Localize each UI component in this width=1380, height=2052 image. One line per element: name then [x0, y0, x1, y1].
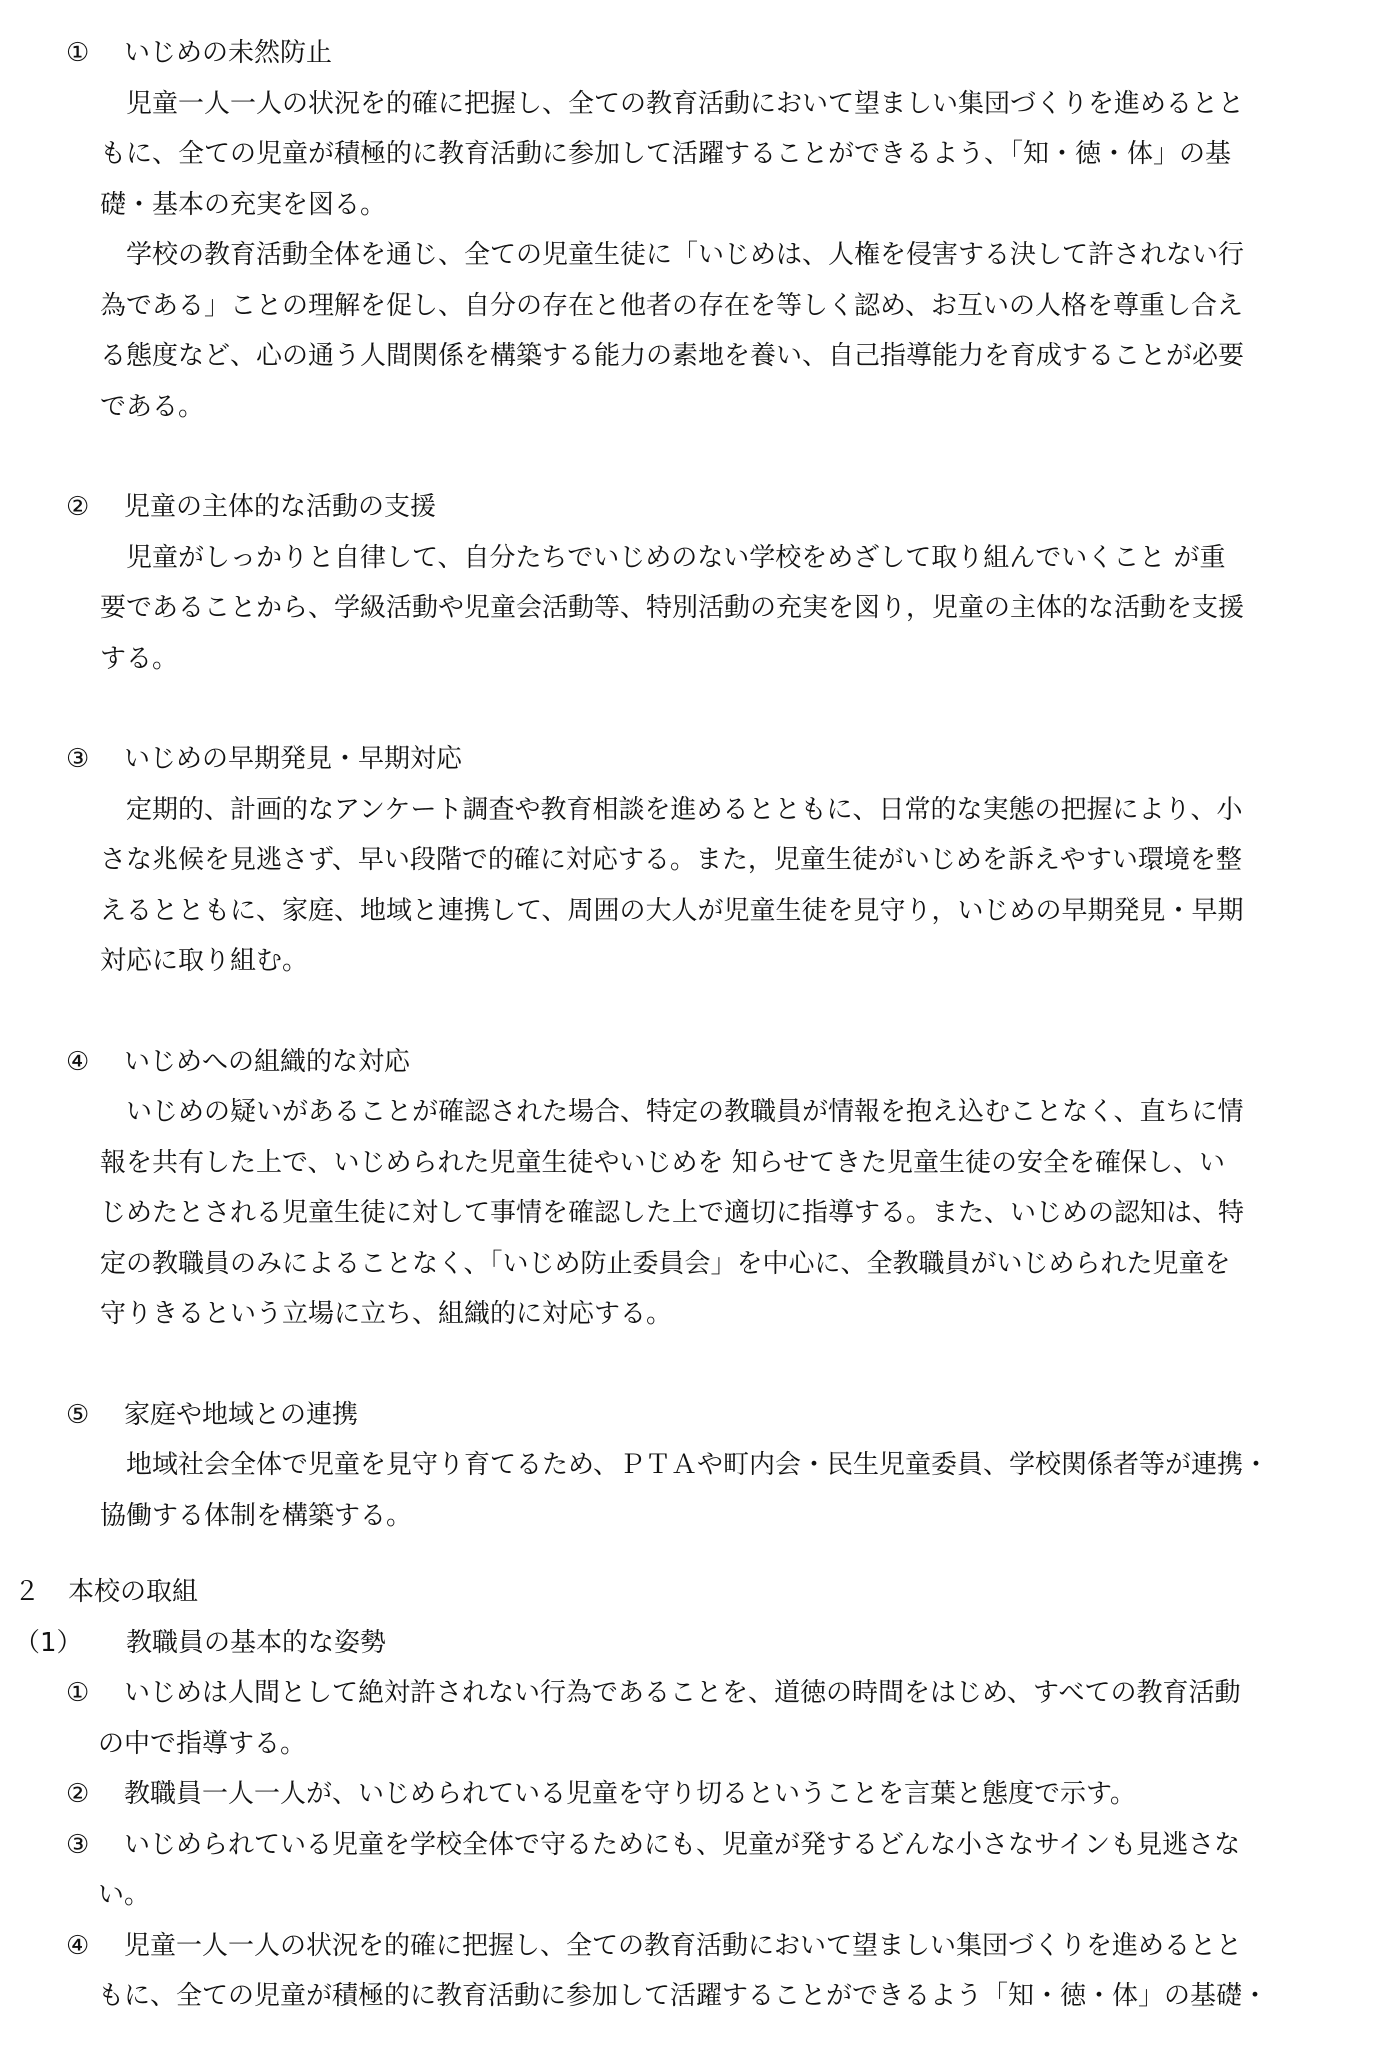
list-number: ③	[66, 1829, 90, 1860]
list-item-continuation: い。	[98, 1880, 151, 1910]
paragraph-line: 報を共有した上で、いじめられた児童生徒やいじめを 知らせてきた児童生徒の安全を確保し、い	[100, 1147, 1225, 1178]
spacer	[0, 684, 1380, 734]
document-page	[0, 28, 1380, 2022]
paragraph-line: 協働する体制を構築する。	[100, 1500, 413, 1531]
paragraph-line: 地域社会全体で児童を見守り育てるため、ＰＴＡや町内会・民生児童委員、学校関係者等が連携・	[126, 1450, 1269, 1480]
item-number: ①	[66, 38, 90, 68]
item-title: いじめへの組織的な対応	[124, 1046, 411, 1077]
list-item	[0, 1820, 1380, 1871]
list-number: ④	[66, 1930, 90, 1961]
paragraph-line: 守りきるという立場に立ち、組織的に対応する。	[100, 1299, 673, 1329]
paragraph-line: 定の教職員のみによることなく、「いじめ防止委員会」を中心に、全教職員がいじめられた児童を	[100, 1248, 1231, 1279]
list-number: ①	[66, 1678, 90, 1708]
item-heading-5	[0, 1390, 1380, 1441]
paragraph-line: えるとともに、家庭、地域と連携して、周囲の大人が児童生徒を見守り，いじめの早期発見・早期	[100, 895, 1244, 926]
item-heading-4	[0, 1037, 1380, 1088]
item-number: ④	[66, 1046, 90, 1077]
list-text: 児童一人一人の状況を的確に把握し、全ての教育活動において望ましい集団づくりを進めるとと	[124, 1930, 1243, 1961]
paragraph-line: 為である」ことの理解を促し、自分の存在と他者の存在を等しく認め、お互いの人格を尊重し合え	[100, 290, 1243, 321]
item-number: ③	[66, 744, 90, 774]
item-title: 家庭や地域との連携	[124, 1399, 359, 1430]
list-text: いじめは人間として絶対許されない行為であることを、道徳の時間をはじめ、すべての教育活動	[124, 1678, 1241, 1708]
subsection-number: （1）	[14, 1627, 83, 1658]
section-title: 本校の取組	[68, 1577, 199, 1607]
item-heading-2	[0, 482, 1380, 533]
item-number: ②	[66, 492, 90, 522]
spacer	[0, 1340, 1380, 1390]
paragraph-line: もに、全ての児童が積極的に教育活動に参加して活躍することができるよう、「知・徳・体」の基	[100, 139, 1232, 169]
list-item-continuation: もに、全ての児童が積極的に教育活動に参加して活躍することができるよう「知・徳・体」の基礎・	[98, 1981, 1269, 2011]
paragraph-line: 礎・基本の充実を図る。	[100, 189, 387, 220]
item-heading-1	[0, 28, 1380, 79]
paragraph-line: 定期的、計画的なアンケート調査や教育相談を進めるとともに、日常的な実態の把握により、小	[126, 794, 1243, 825]
item-title: 児童の主体的な活動の支援	[124, 492, 437, 522]
list-item-continuation: の中で指導する。	[98, 1728, 307, 1759]
spacer	[0, 1541, 1380, 1567]
list-item	[0, 1668, 1380, 1719]
paragraph-line: る態度など、心の通う人間関係を構築する能力の素地を養い、自己指導能力を育成することが必要	[100, 341, 1245, 371]
section-number: ２	[14, 1577, 41, 1607]
item-title: いじめの早期発見・早期対応	[124, 744, 463, 774]
list-text: 教職員一人一人が、いじめられている児童を守り切るということを言葉と態度で示す。	[124, 1779, 1136, 1809]
paragraph-line: する。	[100, 643, 179, 674]
subsection-heading	[0, 1618, 1380, 1669]
paragraph-line: 児童一人一人の状況を的確に把握し、全ての教育活動において望ましい集団づくりを進めるとと	[126, 88, 1245, 119]
list-text: いじめられている児童を学校全体で守るためにも、児童が発するどんな小さなサインも見逃さな	[124, 1829, 1241, 1860]
list-item	[0, 1769, 1380, 1820]
subsection-title: 教職員の基本的な姿勢	[126, 1627, 387, 1658]
paragraph-line: じめたとされる児童生徒に対して事情を確認した上で適切に指導する。また、いじめの認知は、特	[100, 1198, 1245, 1228]
item-heading-3	[0, 734, 1380, 785]
paragraph-line: 要であることから、学級活動や児童会活動等、特別活動の充実を図り，児童の主体的な活動を支援	[100, 593, 1245, 623]
item-number: ⑤	[66, 1399, 90, 1430]
paragraph-line: である。	[100, 391, 205, 422]
item-title: いじめの未然防止	[124, 38, 333, 68]
paragraph-line: 児童がしっかりと自律して、自分たちでいじめのない学校をめざして取り組んでいくこと が重	[126, 542, 1226, 573]
spacer	[0, 432, 1380, 482]
section-heading	[0, 1567, 1380, 1618]
paragraph-line: 学校の教育活動全体を通じ、全ての児童生徒に「いじめは、人権を侵害する決して許されない行	[126, 240, 1245, 270]
list-item	[0, 1921, 1380, 1972]
paragraph-line: さな兆候を見逃さず、早い段階で的確に対応する。また，児童生徒がいじめを訴えやすい環境を整	[100, 845, 1242, 875]
paragraph-line: 対応に取り組む。	[100, 946, 309, 976]
list-number: ②	[66, 1779, 90, 1809]
paragraph-line: いじめの疑いがあることが確認された場合、特定の教職員が情報を抱え込むことなく、直ちに情	[126, 1097, 1244, 1127]
spacer	[0, 987, 1380, 1037]
